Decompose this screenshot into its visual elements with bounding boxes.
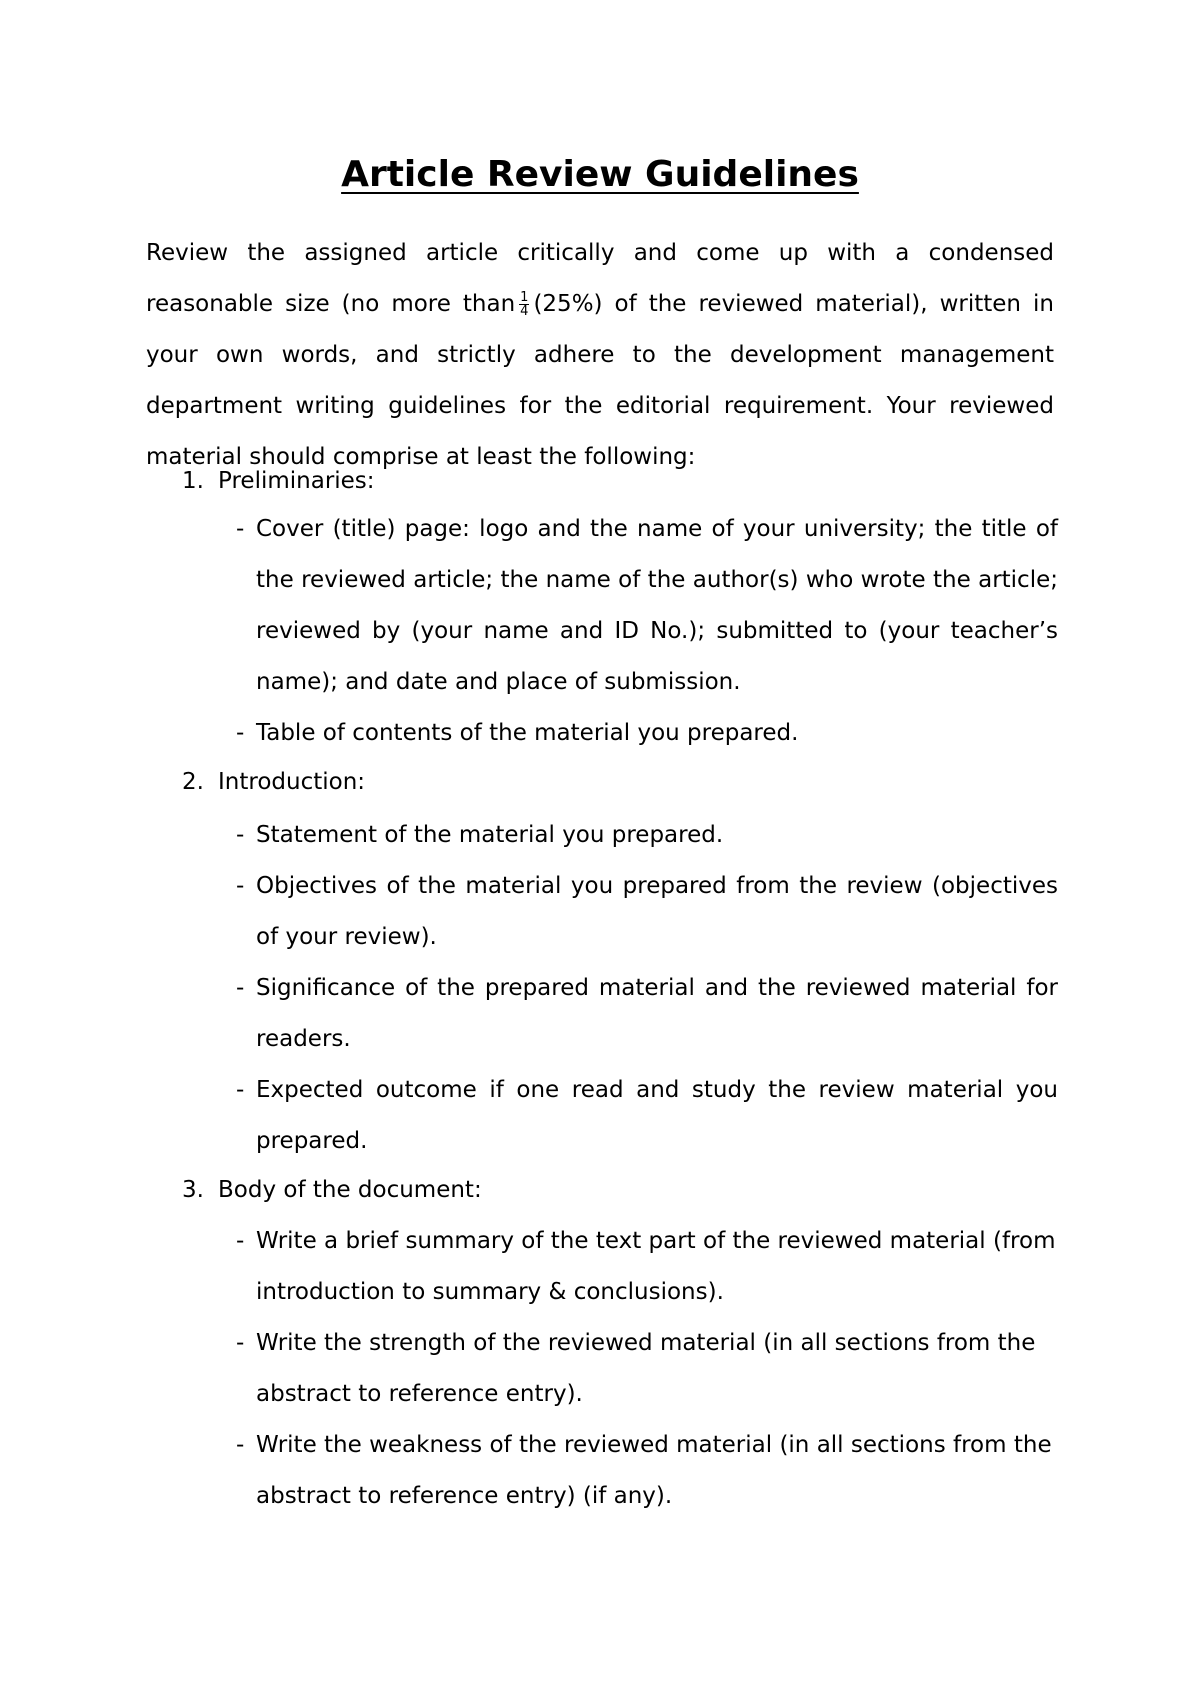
- bullet-dash: -: [236, 873, 245, 899]
- bullet-dash: -: [236, 1077, 245, 1103]
- list-item: [236, 861, 1058, 963]
- section-heading-text: Body of the document:: [218, 1177, 482, 1203]
- bullet-dash: -: [236, 1330, 245, 1356]
- intro-text-before-fraction: Review the assigned article critically and come up with a condensed reasonable size (no more than: [146, 240, 1054, 317]
- list-item: [236, 810, 1058, 861]
- bullet-dash: -: [236, 1432, 245, 1458]
- bullet-dash: -: [236, 516, 245, 542]
- section-number: 3.: [182, 1177, 204, 1203]
- bullet-dash: -: [236, 720, 245, 746]
- list-item-text: Objectives of the material you prepared from the review (objectives of your review).: [256, 873, 1058, 950]
- list-item: [236, 1216, 1058, 1318]
- section-number: 2.: [182, 769, 204, 795]
- list-item-text: Significance of the prepared material and the reviewed material for readers.: [256, 975, 1058, 1052]
- intro-text-after-fraction: (25%) of the reviewed material), written in your own words, and strictly adhere to the development management department writing guidelines for the editorial requirement. Your reviewed material should comprise at least the following:: [146, 291, 1054, 470]
- fraction-denominator: 4: [520, 304, 529, 319]
- fraction-numerator: 1: [520, 290, 529, 305]
- section-heading-body: [182, 1170, 482, 1210]
- list-item-text: Cover (title) page: logo and the name of your university; the title of the reviewed article; the name of the author(s) who wrote the article; reviewed by (your name and ID No.); submitted to (your teacher’s name); and date and place of submission.: [256, 516, 1058, 695]
- section-number: 1.: [182, 468, 204, 494]
- list-item: [236, 504, 1058, 708]
- section-heading-text: Introduction:: [218, 769, 366, 795]
- list-item: [236, 1318, 1058, 1420]
- section-heading-text: Preliminaries:: [218, 468, 375, 494]
- list-item: [236, 1065, 1058, 1167]
- list-item: [236, 963, 1058, 1065]
- list-item-text: Expected outcome if one read and study the review material you prepared.: [256, 1077, 1058, 1154]
- document-title: Article Review Guidelines: [341, 154, 859, 195]
- bullet-dash: -: [236, 975, 245, 1001]
- list-item-text: Table of contents of the material you prepared.: [256, 720, 799, 746]
- bullet-dash: -: [236, 1228, 245, 1254]
- list-item: [236, 708, 1058, 759]
- list-item-text: Write the strength of the reviewed material (in all sections from the abstract to reference entry).: [256, 1330, 1036, 1407]
- section-heading-preliminaries: [182, 461, 375, 501]
- list-item: [236, 1420, 1058, 1522]
- list-item-text: Write the weakness of the reviewed material (in all sections from the abstract to reference entry) (if any).: [256, 1432, 1052, 1509]
- list-item-text: Write a brief summary of the text part of the reviewed material (from introduction to summary & conclusions).: [256, 1228, 1056, 1305]
- list-item-text: Statement of the material you prepared.: [256, 822, 724, 848]
- section-heading-introduction: [182, 762, 365, 802]
- bullet-dash: -: [236, 822, 245, 848]
